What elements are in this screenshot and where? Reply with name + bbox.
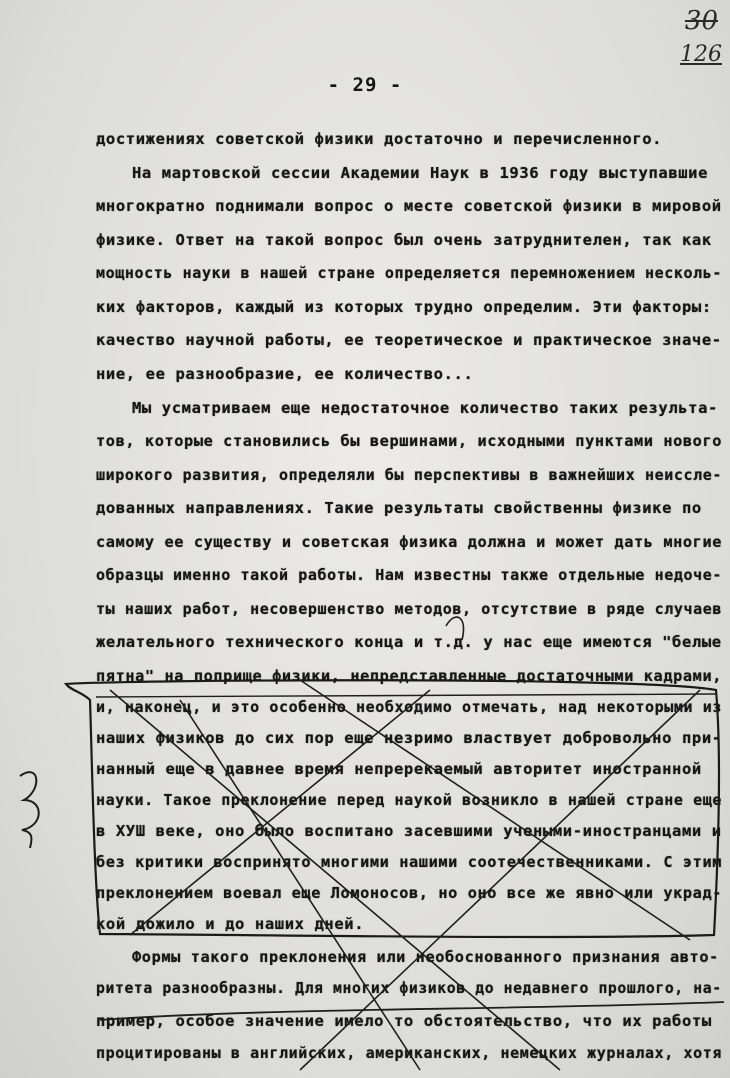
- text-line: многократно поднимали вопрос о месте советской физики в мировой: [96, 197, 722, 215]
- text-line: процитированы в английских, американских, немецких журналах, хотя: [96, 1044, 722, 1062]
- page-number: - 29 -: [327, 74, 403, 96]
- text-line: в ХУШ веке, оно было воспитано засевшими учеными-иностранцами и: [96, 822, 722, 840]
- text-line: желательного технического конца и т.д. у нас еще имеются "белые: [96, 633, 722, 651]
- text-line: достижениях советской физики достаточно и перечисленного.: [96, 130, 663, 148]
- text-line: без критики воспринято многими нашими соотечественниками. С этим: [96, 853, 723, 871]
- text-line: Формы такого преклонения или необоснованного признания авто-: [132, 948, 719, 966]
- text-line: науки. Такое преклонение перед наукой возникло в нашей стране еще: [96, 791, 722, 809]
- archive-number: 126: [680, 42, 722, 67]
- text-line: дованных направлениях. Такие результаты свойственны физике по: [96, 499, 702, 517]
- text-line: ние, ее разнообразие, ее количество...: [96, 365, 474, 383]
- handwritten-margin-mark: [20, 772, 39, 848]
- text-line: пятна" на поприще физики, непредставленные достаточными кадрами,: [96, 667, 723, 685]
- text-line: нанный еще в давнее время непререкаемый авторитет иностранной: [96, 760, 702, 778]
- archive-number-struck: 30: [684, 6, 718, 36]
- text-line: тов, которые становились бы вершинами, исходными пунктами нового: [96, 432, 723, 450]
- text-line: широкого развития, определяли бы перспективы в важнейших неиссле-: [96, 466, 722, 484]
- text-line: ритета разнообразны. Для многих физиков до недавнего прошлого, на-: [96, 980, 722, 997]
- text-line: преклонением воевал еще Ломоносов, но оно все же явно или укрaд-: [96, 884, 723, 902]
- text-line: и, наконец, и это особенно необходимо отмечать, над некоторыми из: [96, 698, 722, 716]
- text-line: Мы усматриваем еще недостаточное количество таких результа-: [132, 399, 718, 417]
- text-line: кой дожило и до наших дней.: [96, 915, 365, 933]
- text-line: наших физиков до сих пор еще незримо властвует добровольно при-: [96, 729, 722, 747]
- handwritten-strike: [96, 694, 716, 697]
- text-line: качество научной работы, ее теоретическое и практическое значе-: [96, 331, 722, 349]
- text-line: физике. Ответ на такой вопрос был очень затруднителен, так как: [96, 231, 712, 249]
- text-line: На мартовской сессии Академии Наук в 1936 году выступавшие: [132, 164, 709, 182]
- text-line: самому ее существу и советская физика должна и может дать многие: [96, 533, 723, 551]
- text-line: пример, особое значение имело то обстоятельство, что их работы: [96, 1012, 712, 1030]
- text-line: ты наших работ, несовершенство методов, отсутствие в ряде случаев: [96, 600, 722, 618]
- text-line: образцы именно такой работы. Нам известны также отдельные недоче-: [96, 566, 722, 584]
- text-line: ких факторов, каждый из которых трудно определим. Эти факторы:: [96, 298, 712, 316]
- text-line: мощность науки в нашей стране определяется перемножением несколь-: [96, 264, 722, 282]
